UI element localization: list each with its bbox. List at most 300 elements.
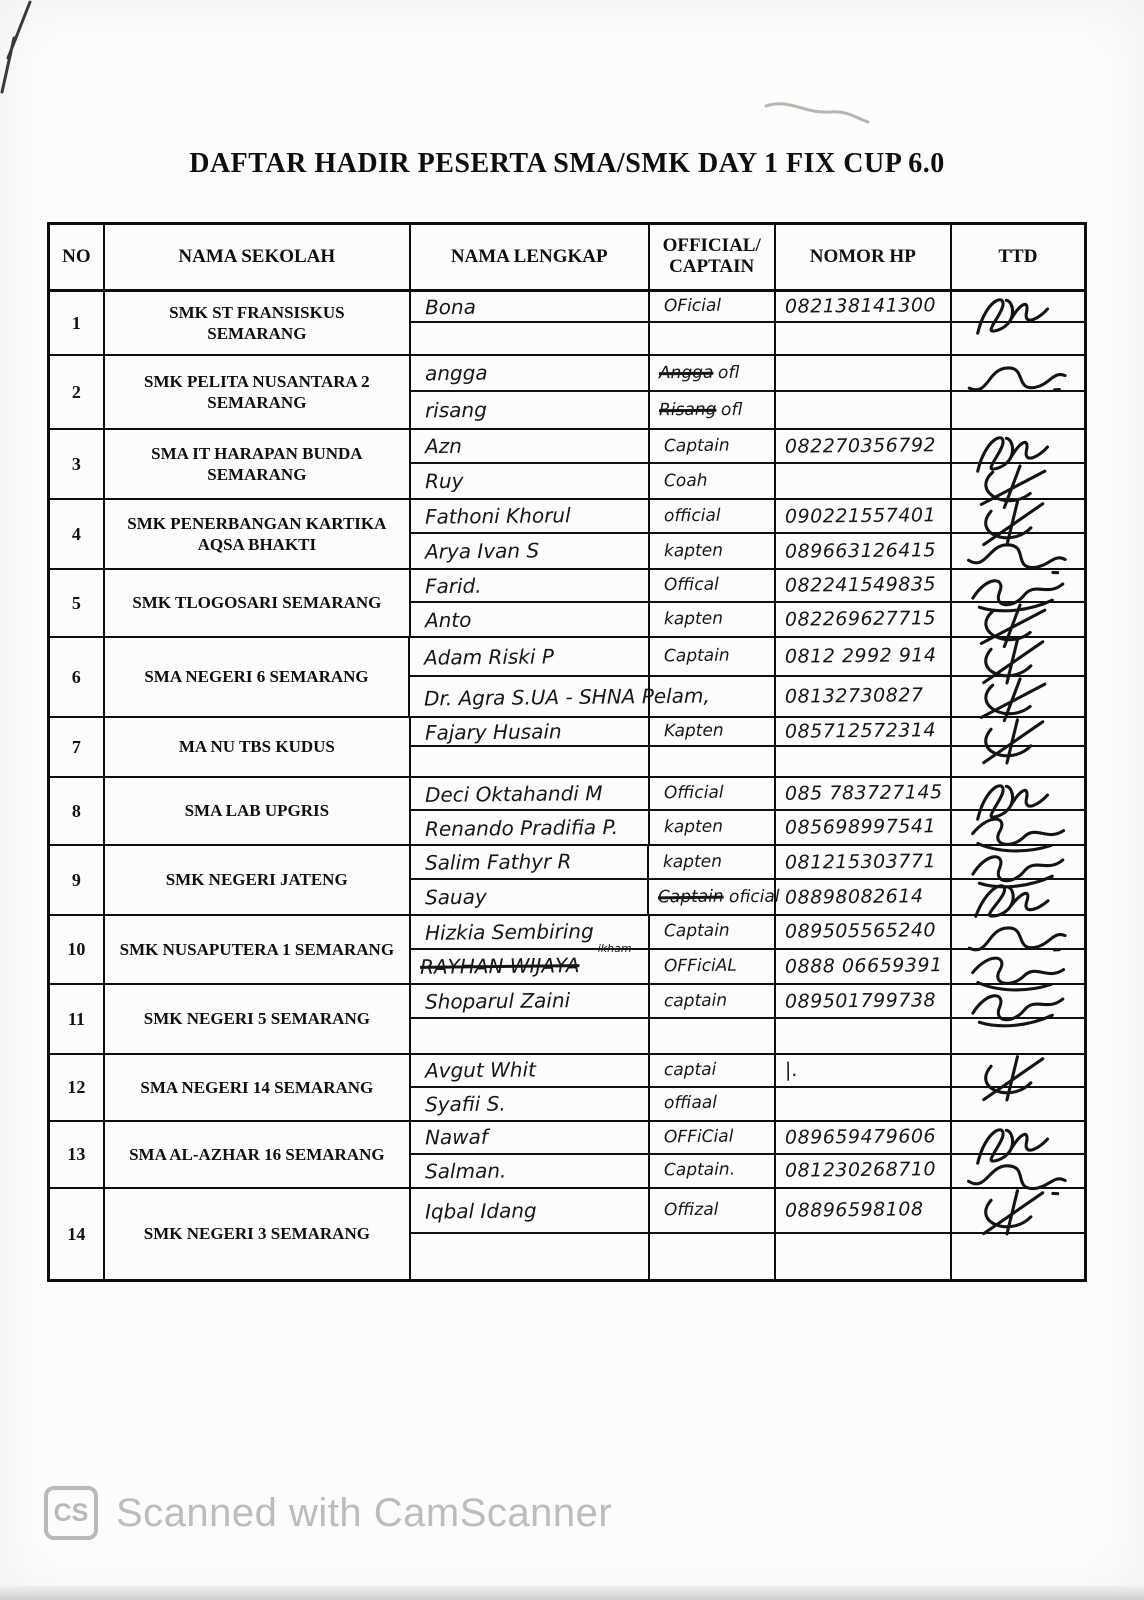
signature-cell	[950, 500, 1084, 568]
table-row	[50, 846, 1084, 916]
signature-slot-1	[952, 916, 1084, 950]
school-name-text: SMA NEGERI 14 SEMARANG	[140, 1077, 374, 1097]
handwritten-role: Official	[663, 782, 724, 804]
signature-cell	[950, 356, 1084, 428]
header-ttd: TTD	[950, 225, 1084, 289]
handwritten-name: Azn	[424, 433, 462, 459]
handwritten-name: Farid.	[424, 573, 482, 598]
phone-entry-1	[776, 718, 950, 747]
fullname-entry-1	[411, 916, 648, 955]
handwritten-phone: 081215303771	[784, 849, 937, 874]
role-cell	[648, 1055, 774, 1120]
fullname-cell	[409, 916, 648, 983]
phone-cell	[774, 430, 950, 498]
role-cell	[648, 292, 774, 354]
handwritten-name: Shoparul Zaini	[424, 988, 571, 1014]
role-entry-1	[650, 718, 774, 747]
handwritten-name: angga	[424, 360, 488, 386]
handwritten-role: kapten	[663, 540, 723, 561]
signature-cell	[950, 570, 1084, 636]
role-cell	[648, 500, 774, 568]
handwritten-phone: 082138141300	[784, 294, 937, 318]
row-number	[50, 292, 103, 354]
role-struck: Risang	[658, 399, 717, 420]
phone-cell	[774, 292, 950, 354]
signature-slot-2	[952, 534, 1084, 568]
phone-entry-2	[776, 1155, 950, 1188]
camscanner-watermark	[44, 1486, 612, 1540]
handwritten-name: Deci Oktahandi M	[424, 780, 603, 807]
school-name-cell	[103, 1189, 409, 1279]
fullname-entry-2	[411, 811, 648, 844]
role-entry-1	[650, 638, 774, 677]
phone-entry-2	[776, 603, 950, 636]
fullname-entry-1	[411, 1055, 648, 1088]
row-number-text: 3	[71, 453, 81, 474]
fullname-entry-1	[411, 570, 648, 603]
signature-slot-2	[952, 811, 1084, 844]
handwritten-phone: 085698997541	[784, 815, 937, 839]
table-row	[50, 356, 1084, 430]
signature-slot-1	[952, 570, 1084, 603]
handwritten-name: Syafii S.	[424, 1091, 506, 1117]
handwritten-role: official	[663, 505, 721, 526]
fullname-entry-1	[411, 985, 648, 1019]
handwritten-name: Ruy	[424, 468, 464, 494]
handwritten-role: Captain	[664, 645, 731, 667]
handwritten-name: Dr. Agra S.UA - SHNA Pelam,	[424, 683, 711, 710]
pen-mark-top-left	[0, 0, 90, 130]
fullname-entry-2	[411, 747, 648, 776]
fullname-entry-2	[411, 950, 648, 984]
fullname-entry-2	[411, 392, 648, 428]
handwritten-role: Kapten	[663, 720, 724, 742]
row-number-text: 10	[67, 939, 86, 959]
phone-cell	[774, 916, 950, 983]
row-number	[50, 778, 103, 844]
row-number-text: 14	[67, 1223, 86, 1244]
signature-cell	[950, 985, 1084, 1053]
row-number-text: 11	[67, 1008, 85, 1029]
phone-entry-1	[776, 570, 950, 603]
phone-entry-2	[776, 950, 950, 984]
signature-slot-2	[952, 1234, 1084, 1279]
role-cell	[648, 718, 774, 776]
phone-entry-1	[776, 1189, 950, 1234]
school-name-text: SMA LAB UPGRIS	[184, 801, 330, 821]
role-entry-2	[650, 950, 774, 984]
fullname-cell	[409, 1122, 648, 1187]
fullname-cell	[409, 1055, 648, 1120]
role-cell	[648, 570, 774, 636]
signature-slot-1	[952, 985, 1084, 1019]
fullname-entry-1	[411, 292, 648, 323]
table-row	[50, 916, 1084, 985]
signature-cell	[950, 292, 1084, 354]
role-cell	[648, 1189, 774, 1279]
handwritten-phone: 089505565240	[784, 919, 937, 944]
signature-slot-1	[952, 638, 1084, 677]
school-name-text: SMK PELITA NUSANTARA 2 SEMARANG	[144, 371, 370, 412]
fullname-entry-1	[411, 778, 648, 811]
phone-entry-1	[776, 985, 950, 1019]
role-struck: Captain	[658, 886, 724, 907]
row-number	[50, 916, 103, 983]
signature-cell	[950, 430, 1084, 498]
fullname-cell	[409, 500, 648, 568]
signature-slot-2	[952, 1155, 1084, 1188]
role-cell	[648, 1122, 774, 1187]
fullname-entry-2	[411, 534, 648, 568]
fullname-entry-1	[411, 356, 648, 392]
handwritten-name: Nawaf	[424, 1124, 489, 1150]
school-name-text: SMK NUSAPUTERA 1 SEMARANG	[119, 939, 395, 959]
phone-entry-1	[776, 292, 950, 323]
handwritten-role: Offical	[663, 574, 719, 596]
school-name-text: SMA AL-AZHAR 16 SEMARANG	[129, 1144, 385, 1164]
row-number	[50, 638, 103, 716]
name-struck: RAYHAN WIJAYA	[419, 953, 580, 980]
row-number	[50, 1189, 103, 1279]
role-cell	[648, 356, 774, 428]
header-phone: NOMOR HP	[774, 225, 950, 289]
fullname-cell	[409, 1189, 648, 1279]
table-body	[50, 292, 1084, 1279]
row-number-text: 2	[71, 381, 81, 402]
phone-entry-1	[776, 430, 950, 464]
school-name-cell	[103, 638, 409, 716]
table-row	[50, 500, 1084, 570]
handwritten-name: Salman.	[424, 1158, 507, 1184]
handwritten-role: captai	[663, 1059, 717, 1081]
phone-entry-2	[776, 677, 950, 716]
table-row	[50, 292, 1084, 356]
handwritten-phone: 0812 2992 914	[785, 644, 938, 668]
role-cell	[648, 430, 774, 498]
fullname-entry-2	[411, 1234, 648, 1279]
scan-edge-shadow	[0, 1586, 1144, 1600]
handwritten-role: kapten	[663, 851, 723, 872]
fullname-entry-1	[411, 1189, 648, 1234]
signature-slot-1	[952, 500, 1084, 534]
handwritten-role: captain	[663, 990, 727, 1011]
attendance-table	[47, 222, 1087, 1282]
row-number-text: 5	[71, 592, 81, 613]
signature-slot-2	[952, 464, 1084, 498]
school-name-text: SMK NEGERI 5 SEMARANG	[143, 1009, 370, 1029]
handwritten-name: Iqbal Idang	[424, 1197, 537, 1224]
signature-slot-2	[952, 323, 1084, 354]
signature-cell	[950, 638, 1084, 716]
fullname-entry-2	[411, 1019, 648, 1053]
handwritten-role: Captain	[663, 435, 730, 456]
fullname-entry-1	[411, 718, 648, 747]
table-row	[50, 718, 1084, 778]
signature-slot-2	[952, 747, 1084, 776]
school-name-cell	[103, 500, 409, 568]
handwritten-phone: 08132730827	[785, 684, 924, 708]
phone-cell	[774, 778, 950, 844]
phone-cell	[774, 846, 950, 914]
phone-entry-2	[776, 880, 950, 914]
role-entry-1	[650, 778, 774, 811]
school-name-cell	[103, 1055, 409, 1120]
school-name-text: MA NU TBS KUDUS	[178, 737, 335, 757]
school-name-cell	[103, 916, 409, 983]
school-name-text: SMA NEGERI 6 SEMARANG	[144, 667, 369, 687]
table-row	[50, 638, 1084, 718]
signature-slot-1	[952, 718, 1084, 747]
phone-cell	[774, 638, 950, 716]
school-name-text: SMA IT HARAPAN BUNDA SEMARANG	[151, 443, 363, 484]
school-name-cell	[103, 292, 409, 354]
table-row	[50, 1122, 1084, 1189]
role-entry-1	[650, 292, 774, 323]
school-name-cell	[103, 356, 409, 428]
handwritten-name: Hizkia Sembiring	[424, 918, 594, 945]
signature-slot-1	[952, 1055, 1084, 1088]
phone-cell	[774, 1189, 950, 1279]
handwritten-name: Fathoni Khorul	[424, 503, 571, 529]
handwritten-phone: 082269627715	[784, 607, 937, 631]
phone-entry-1	[776, 638, 950, 677]
role-struck: Angga	[658, 362, 714, 383]
header-fullname: NAMA LENGKAP	[409, 225, 648, 289]
phone-cell	[774, 500, 950, 568]
handwritten-phone: 082270356792	[784, 433, 937, 458]
handwritten-phone: 089501799738	[784, 988, 937, 1013]
row-number-text: 6	[71, 666, 81, 687]
handwritten-phone: 08898082614	[784, 884, 924, 909]
signature-slot-2	[952, 950, 1084, 984]
fullname-entry-2	[411, 1088, 648, 1121]
row-number	[50, 985, 103, 1053]
row-number	[50, 570, 103, 636]
header-no: NO	[62, 245, 91, 267]
phone-entry-1	[776, 916, 950, 950]
role-entry-2	[650, 1234, 774, 1279]
signature-slot-1	[952, 1122, 1084, 1155]
signature-slot-2	[952, 603, 1084, 636]
camscanner-logo-icon: CS	[44, 1486, 98, 1540]
signature-slot-1	[952, 356, 1084, 392]
handwritten-name: Salim Fathyr R	[424, 849, 572, 875]
phone-cell	[774, 570, 950, 636]
phone-cell	[774, 1055, 950, 1120]
smudge-top-right	[760, 88, 880, 138]
school-name-cell	[103, 430, 409, 498]
role-cell	[648, 985, 774, 1053]
handwritten-role: Captain	[663, 920, 730, 942]
signature-slot-2	[952, 1019, 1084, 1053]
table-row	[50, 570, 1084, 638]
role-cell	[648, 916, 774, 983]
table-row	[50, 430, 1084, 500]
handwritten-role: ofl	[720, 399, 743, 420]
signature-slot-2	[952, 880, 1084, 914]
role-cell	[647, 846, 780, 914]
handwritten-role: oficial	[728, 886, 780, 907]
signature-cell	[950, 1055, 1084, 1120]
fullname-cell	[409, 292, 648, 354]
role-entry-1	[650, 1122, 774, 1155]
signature-cell	[950, 916, 1084, 983]
row-number-text: 13	[67, 1144, 86, 1164]
fullname-entry-2	[411, 464, 648, 498]
handwritten-phone: 085 783727145	[784, 781, 943, 805]
handwritten-name: Fajary Husain	[424, 718, 562, 745]
signature-slot-1	[952, 430, 1084, 464]
phone-entry-2	[776, 323, 950, 354]
handwritten-phone: 082241549835	[784, 573, 937, 597]
signature-slot-1	[952, 846, 1084, 880]
school-name-text: SMK PENERBANGAN KARTIKA AQSA BHAKTI	[127, 513, 387, 554]
school-name-text: SMK ST FRANSISKUS SEMARANG	[169, 302, 345, 343]
role-entry-1	[650, 430, 774, 464]
phone-entry-1	[776, 778, 950, 811]
signature-cell	[950, 778, 1084, 844]
handwritten-role: OFFiciAL	[663, 955, 737, 977]
fullname-entry-2	[411, 880, 647, 914]
phone-cell	[774, 356, 950, 428]
role-entry-1	[650, 500, 774, 534]
fullname-entry-2	[410, 677, 711, 716]
table-row	[50, 778, 1084, 846]
role-entry-1	[650, 356, 774, 392]
phone-entry-1	[776, 1055, 950, 1088]
role-entry-2	[650, 1088, 774, 1121]
table-row	[50, 1189, 1084, 1279]
page-title: DAFTAR HADIR PESERTA SMA/SMK DAY 1 FIX CUP 6.0	[189, 148, 945, 179]
camscanner-text: Scanned with CamScanner	[116, 1490, 613, 1535]
role-entry-1	[650, 1189, 774, 1234]
row-number	[50, 846, 103, 914]
signature-slot-2	[952, 392, 1084, 428]
phone-entry-1	[776, 356, 950, 392]
phone-cell	[774, 1122, 950, 1187]
school-name-text: SMK NEGERI JATENG	[165, 870, 348, 890]
phone-entry-2	[776, 747, 950, 776]
row-number	[50, 1122, 103, 1187]
school-name-cell	[103, 718, 409, 776]
role-entry-2	[650, 811, 774, 844]
header-school: NAMA SEKOLAH	[103, 225, 409, 289]
row-number-text: 1	[71, 312, 81, 333]
fullname-cell	[409, 985, 648, 1053]
handwritten-name: Renando Pradifia P.	[424, 814, 619, 841]
role-entry-1	[650, 570, 774, 603]
fullname-entry-1	[411, 1122, 648, 1155]
school-name-cell	[103, 570, 409, 636]
handwritten-role: OFicial	[663, 295, 721, 317]
handwritten-phone: 085712572314	[784, 719, 937, 743]
signature-slot-1	[952, 778, 1084, 811]
handwritten-role: offiaal	[663, 1092, 717, 1114]
fullname-entry-1	[411, 430, 648, 464]
fullname-entry-2	[411, 603, 648, 636]
school-name-text: SMK TLOGOSARI SEMARANG	[132, 593, 382, 613]
fullname-cell	[409, 430, 648, 498]
role-cell	[648, 778, 774, 844]
header-role: OFFICIAL/ CAPTAIN	[648, 225, 774, 289]
phone-entry-2	[776, 534, 950, 568]
role-entry-2	[650, 323, 774, 354]
handwritten-name: Avgut Whit	[424, 1057, 537, 1083]
table-row	[50, 1055, 1084, 1122]
handwritten-name: Sauay	[424, 884, 487, 910]
phone-entry-2	[776, 1234, 950, 1279]
table-header-row	[50, 225, 1084, 292]
role-entry-1	[649, 846, 774, 880]
handwritten-role: Coah	[663, 470, 708, 491]
phone-cell	[774, 985, 950, 1053]
phone-entry-2	[776, 1019, 950, 1053]
phone-entry-1	[776, 500, 950, 534]
handwritten-name: Anto	[424, 607, 472, 632]
phone-entry-2	[776, 464, 950, 498]
handwritten-phone: 08896598108	[784, 1198, 924, 1222]
handwritten-phone: 0888 06659391	[784, 953, 943, 978]
fullname-entry-1	[411, 846, 647, 880]
fullname-entry-2	[411, 323, 648, 354]
role-entry-2	[650, 603, 774, 636]
handwritten-name: Adam Riski P	[424, 643, 555, 670]
role-entry-1	[650, 916, 774, 950]
role-entry-1	[650, 985, 774, 1019]
signature-slot-2	[952, 1088, 1084, 1121]
phone-cell	[774, 718, 950, 776]
fullname-cell	[409, 846, 647, 914]
handwritten-phone: |.	[784, 1058, 799, 1081]
table-row	[50, 985, 1084, 1055]
fullname-cell	[409, 356, 648, 428]
handwritten-phone: 089659479606	[784, 1124, 937, 1149]
fullname-entry-2	[411, 1155, 648, 1188]
row-number-text: 12	[67, 1077, 86, 1097]
handwritten-role: Captain.	[663, 1159, 735, 1181]
phone-entry-2	[776, 811, 950, 844]
phone-entry-1	[776, 846, 950, 880]
phone-entry-2	[776, 392, 950, 428]
signature-slot-2	[952, 677, 1084, 716]
row-number	[50, 500, 103, 568]
row-number	[50, 356, 103, 428]
signature-slot-1	[952, 292, 1084, 323]
school-name-text: SMK NEGERI 3 SEMARANG	[143, 1224, 370, 1244]
fullname-entry-1	[410, 638, 648, 677]
fullname-cell	[409, 718, 648, 776]
school-name-cell	[103, 985, 409, 1053]
row-number	[50, 718, 103, 776]
row-number-text: 9	[71, 869, 81, 890]
role-entry-2	[650, 464, 774, 498]
school-name-cell	[103, 846, 409, 914]
role-entry-2	[650, 747, 774, 776]
handwritten-name: Bona	[424, 294, 477, 319]
fullname-cell	[409, 778, 648, 844]
handwritten-role: kapten	[663, 816, 723, 838]
role-entry-2	[650, 534, 774, 568]
handwritten-name: risang	[424, 397, 487, 423]
handwritten-phone: 089663126415	[784, 538, 937, 563]
school-name-cell	[103, 1122, 409, 1187]
signature-cell	[950, 1122, 1084, 1187]
signature-cell	[950, 846, 1084, 914]
signature-cell	[950, 1189, 1084, 1279]
handwritten-role: ofl	[717, 362, 740, 383]
row-number-text: 7	[71, 736, 81, 757]
handwritten-role: kapten	[663, 608, 723, 630]
